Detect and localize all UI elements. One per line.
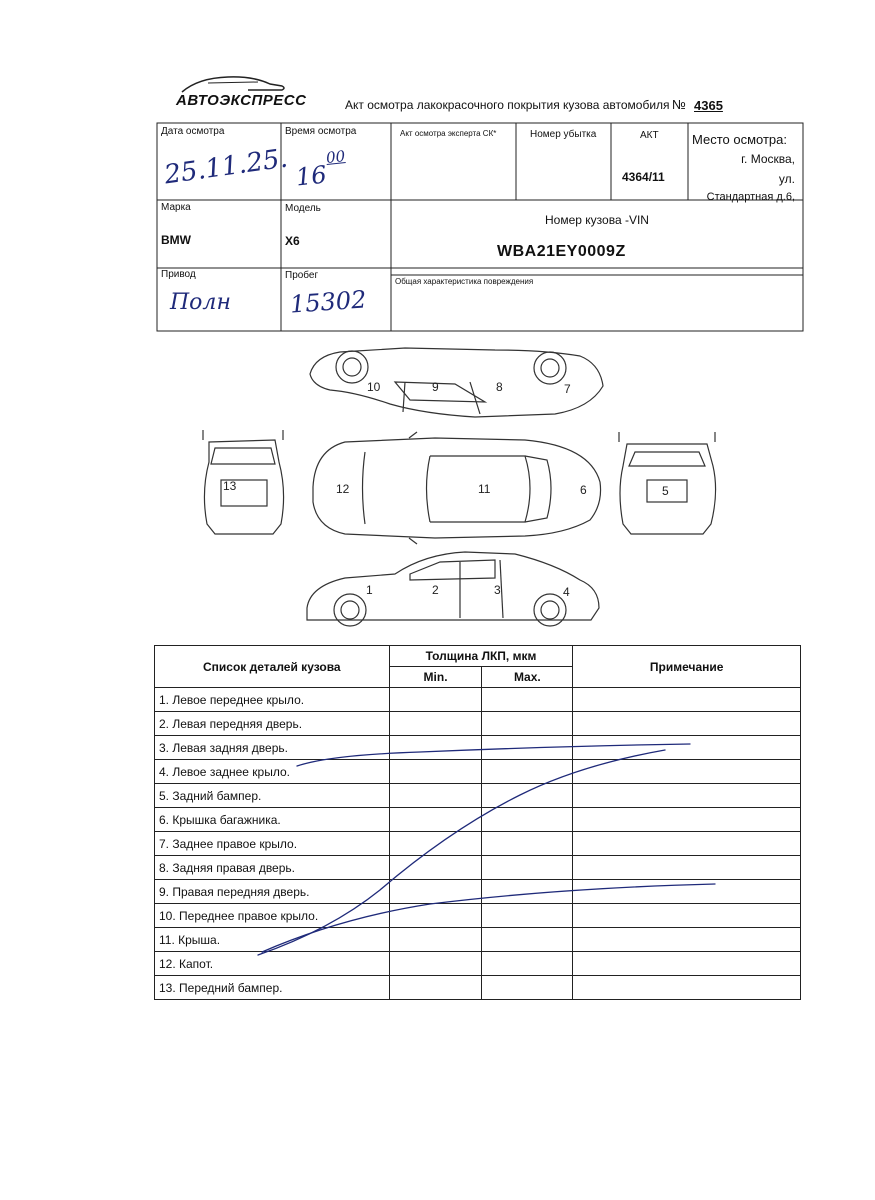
mileage-value: 15302: [289, 285, 368, 319]
number-sign: №: [672, 97, 686, 112]
note-cell: [573, 832, 801, 856]
max-cell: [482, 832, 573, 856]
note-cell: [573, 856, 801, 880]
part-number-10: 10: [367, 380, 381, 394]
parts-table: [154, 645, 801, 1000]
model-value: X6: [285, 234, 300, 248]
max-cell: [482, 808, 573, 832]
table-row: [155, 976, 801, 1000]
max-cell: [482, 784, 573, 808]
part-name: 11. Крыша.: [155, 928, 390, 952]
brand-label: Марка: [161, 202, 191, 213]
note-cell: [573, 904, 801, 928]
min-cell: [389, 856, 482, 880]
min-cell: [389, 952, 482, 976]
min-cell: [389, 904, 482, 928]
table-row: [155, 808, 801, 832]
car-diagram: [195, 342, 720, 642]
part-number-9: 9: [432, 380, 439, 394]
min-cell: [389, 736, 482, 760]
table-row: [155, 928, 801, 952]
part-number-12: 12: [336, 482, 350, 496]
part-name: 4. Левое заднее крыло.: [155, 760, 390, 784]
vin-value: WBA21EY0009Z: [497, 243, 626, 260]
col-thickness-header: Толщина ЛКП, мкм: [389, 646, 573, 667]
part-name: 2. Левая передняя дверь.: [155, 712, 390, 736]
place-line-2: ул.: [778, 172, 795, 186]
col-min-header: Min.: [389, 667, 482, 688]
drive-label: Привод: [161, 269, 196, 280]
part-name: 6. Крышка багажника.: [155, 808, 390, 832]
max-cell: [482, 928, 573, 952]
part-number-2: 2: [432, 583, 439, 597]
form-grid: [0, 0, 875, 340]
note-cell: [573, 736, 801, 760]
drive-value: Полн: [170, 290, 231, 315]
min-cell: [389, 832, 482, 856]
note-cell: [573, 712, 801, 736]
table-row: [155, 760, 801, 784]
part-number-8: 8: [496, 380, 503, 394]
max-cell: [482, 688, 573, 712]
note-cell: [573, 688, 801, 712]
loss-number-label: Номер убытка: [530, 129, 597, 140]
vin-label: Номер кузова -VIN: [545, 213, 649, 227]
part-number-5: 5: [662, 484, 669, 498]
col-parts-header: Список деталей кузова: [155, 646, 390, 688]
min-cell: [389, 880, 482, 904]
place-line-1: г. Москва,: [741, 152, 795, 166]
part-name: 5. Задний бампер.: [155, 784, 390, 808]
min-cell: [389, 808, 482, 832]
note-cell: [573, 928, 801, 952]
time-label: Время осмотра: [285, 126, 357, 137]
note-cell: [573, 976, 801, 1000]
logo: АВТОЭКСПРЕСС: [176, 92, 307, 109]
part-number-11: 11: [478, 482, 491, 496]
note-cell: [573, 880, 801, 904]
table-row: [155, 904, 801, 928]
expert-act-label: Акт осмотра эксперта СК*: [400, 129, 497, 138]
note-cell: [573, 784, 801, 808]
max-cell: [482, 976, 573, 1000]
max-cell: [482, 952, 573, 976]
note-cell: [573, 760, 801, 784]
part-number-6: 6: [580, 483, 587, 497]
place-line-3: Стандартная д.6,: [706, 191, 795, 203]
act-value: 4364/11: [622, 170, 665, 184]
table-row: [155, 952, 801, 976]
part-name: 8. Задняя правая дверь.: [155, 856, 390, 880]
date-label: Дата осмотра: [161, 126, 225, 137]
note-cell: [573, 808, 801, 832]
table-row: [155, 688, 801, 712]
part-name: 1. Левое переднее крыло.: [155, 688, 390, 712]
max-cell: [482, 760, 573, 784]
table-row: [155, 832, 801, 856]
max-cell: [482, 712, 573, 736]
part-name: 7. Заднее правое крыло.: [155, 832, 390, 856]
table-row: [155, 712, 801, 736]
document-number: 4365: [694, 98, 723, 113]
max-cell: [482, 880, 573, 904]
max-cell: [482, 904, 573, 928]
part-number-3: 3: [494, 583, 501, 597]
brand-value: BMW: [161, 233, 191, 247]
table-row: [155, 856, 801, 880]
mileage-label: Пробег: [285, 270, 319, 281]
place-label: Место осмотра:: [692, 132, 787, 147]
document-title: Акт осмотра лакокрасочного покрытия кузова автомобиля: [345, 98, 670, 112]
part-name: 12. Капот.: [155, 952, 390, 976]
min-cell: [389, 784, 482, 808]
act-label: АКТ: [640, 130, 659, 141]
note-cell: [573, 952, 801, 976]
part-number-13: 13: [223, 479, 237, 493]
col-note-header: Примечание: [573, 646, 801, 688]
min-cell: [389, 928, 482, 952]
part-number-4: 4: [563, 585, 570, 599]
min-cell: [389, 976, 482, 1000]
part-name: 10. Переднее правое крыло.: [155, 904, 390, 928]
min-cell: [389, 712, 482, 736]
col-max-header: Max.: [482, 667, 573, 688]
part-number-1: 1: [366, 583, 373, 597]
max-cell: [482, 856, 573, 880]
part-name: 9. Правая передняя дверь.: [155, 880, 390, 904]
date-value: 25.11.25.: [162, 143, 290, 191]
model-label: Модель: [285, 203, 321, 214]
damage-label: Общая характеристика повреждения: [395, 277, 534, 286]
part-number-7: 7: [564, 382, 571, 396]
min-cell: [389, 688, 482, 712]
min-cell: [389, 760, 482, 784]
table-row: [155, 880, 801, 904]
table-row: [155, 736, 801, 760]
table-row: [155, 784, 801, 808]
part-name: 13. Передний бампер.: [155, 976, 390, 1000]
time-value: 16: [294, 160, 328, 192]
part-name: 3. Левая задняя дверь.: [155, 736, 390, 760]
time-minutes: 00: [325, 147, 346, 167]
max-cell: [482, 736, 573, 760]
